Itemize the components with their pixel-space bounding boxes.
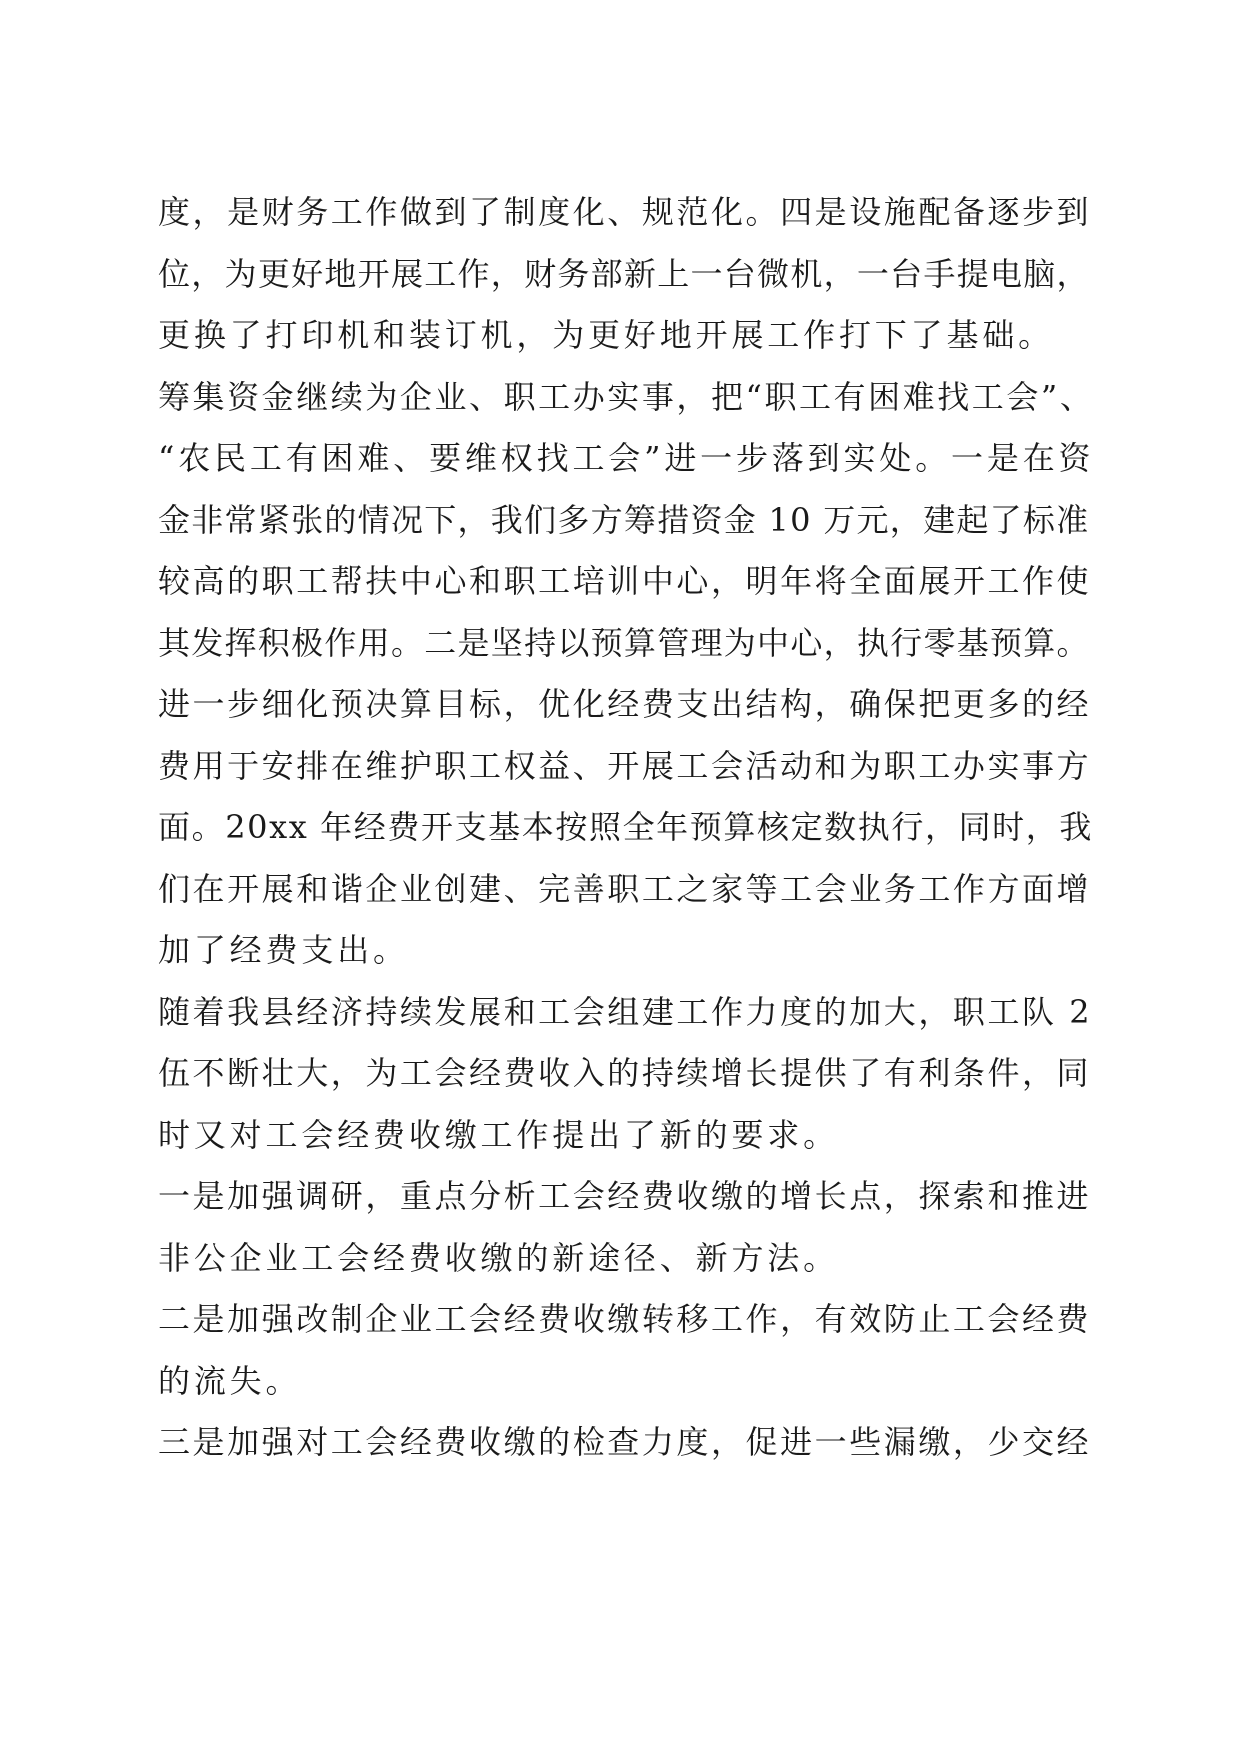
text-line: 费用于安排在维护职工权益、开展工会活动和为职工办实事方 [158, 746, 1092, 785]
text-line: 时又对工会经费收缴工作提出了新的要求。 [158, 1115, 839, 1154]
text-line: 们在开展和谐企业创建、完善职工之家等工会业务工作方面增 [158, 869, 1092, 908]
text-line: 二是加强改制企业工会经费收缴转移工作，有效防止工会经费 [158, 1300, 1092, 1338]
text-line: 较高的职工帮扶中心和职工培训中心，明年将全面展开工作使 [158, 562, 1092, 600]
text-line: 三是加强对工会经费收缴的检查力度，促进一些漏缴，少交经 [158, 1423, 1092, 1461]
text-line: 金非常紧张的情况下，我们多方筹措资金 10 万元，建起了标准 [158, 500, 1090, 539]
text-line: 的流失。 [158, 1361, 302, 1400]
text-line: 更换了打印机和装订机，为更好地开展工作打下了基础。 [158, 316, 1055, 354]
text-line: 加了经费支出。 [158, 931, 409, 969]
text-line: 其发挥积极作用。二是坚持以预算管理为中心，执行零基预算。 [158, 623, 1090, 662]
text-line: 度，是财务工作做到了制度化、规范化。四是设施配备逐步到 [158, 193, 1092, 231]
text-line: 面。20xx 年经费开支基本按照全年预算核定数执行，同时，我 [158, 808, 1093, 846]
text-line: 位，为更好地开展工作，财务部新上一台微机，一台手提电脑， [158, 254, 1090, 293]
text-line: 筹集资金继续为企业、职工办实事，把“职工有困难找工会”、 [158, 377, 1095, 416]
text-line: 随着我县经济持续发展和工会组建工作力度的加大，职工队 2 [158, 992, 1093, 1031]
text-line: 进一步细化预决算目标，优化经费支出结构，确保把更多的经 [158, 685, 1092, 723]
text-line: 非公企业工会经费收缴的新途径、新方法。 [158, 1238, 839, 1277]
body-text [158, 182, 1098, 1474]
text-line: “农民工有困难、要维权找工会”进一步落到实处。一是在资 [158, 439, 1095, 477]
text-line: 伍不断壮大，为工会经费收入的持续增长提供了有利条件，同 [158, 1054, 1092, 1092]
text-line: 一是加强调研，重点分析工会经费收缴的增长点，探索和推进 [158, 1177, 1092, 1215]
